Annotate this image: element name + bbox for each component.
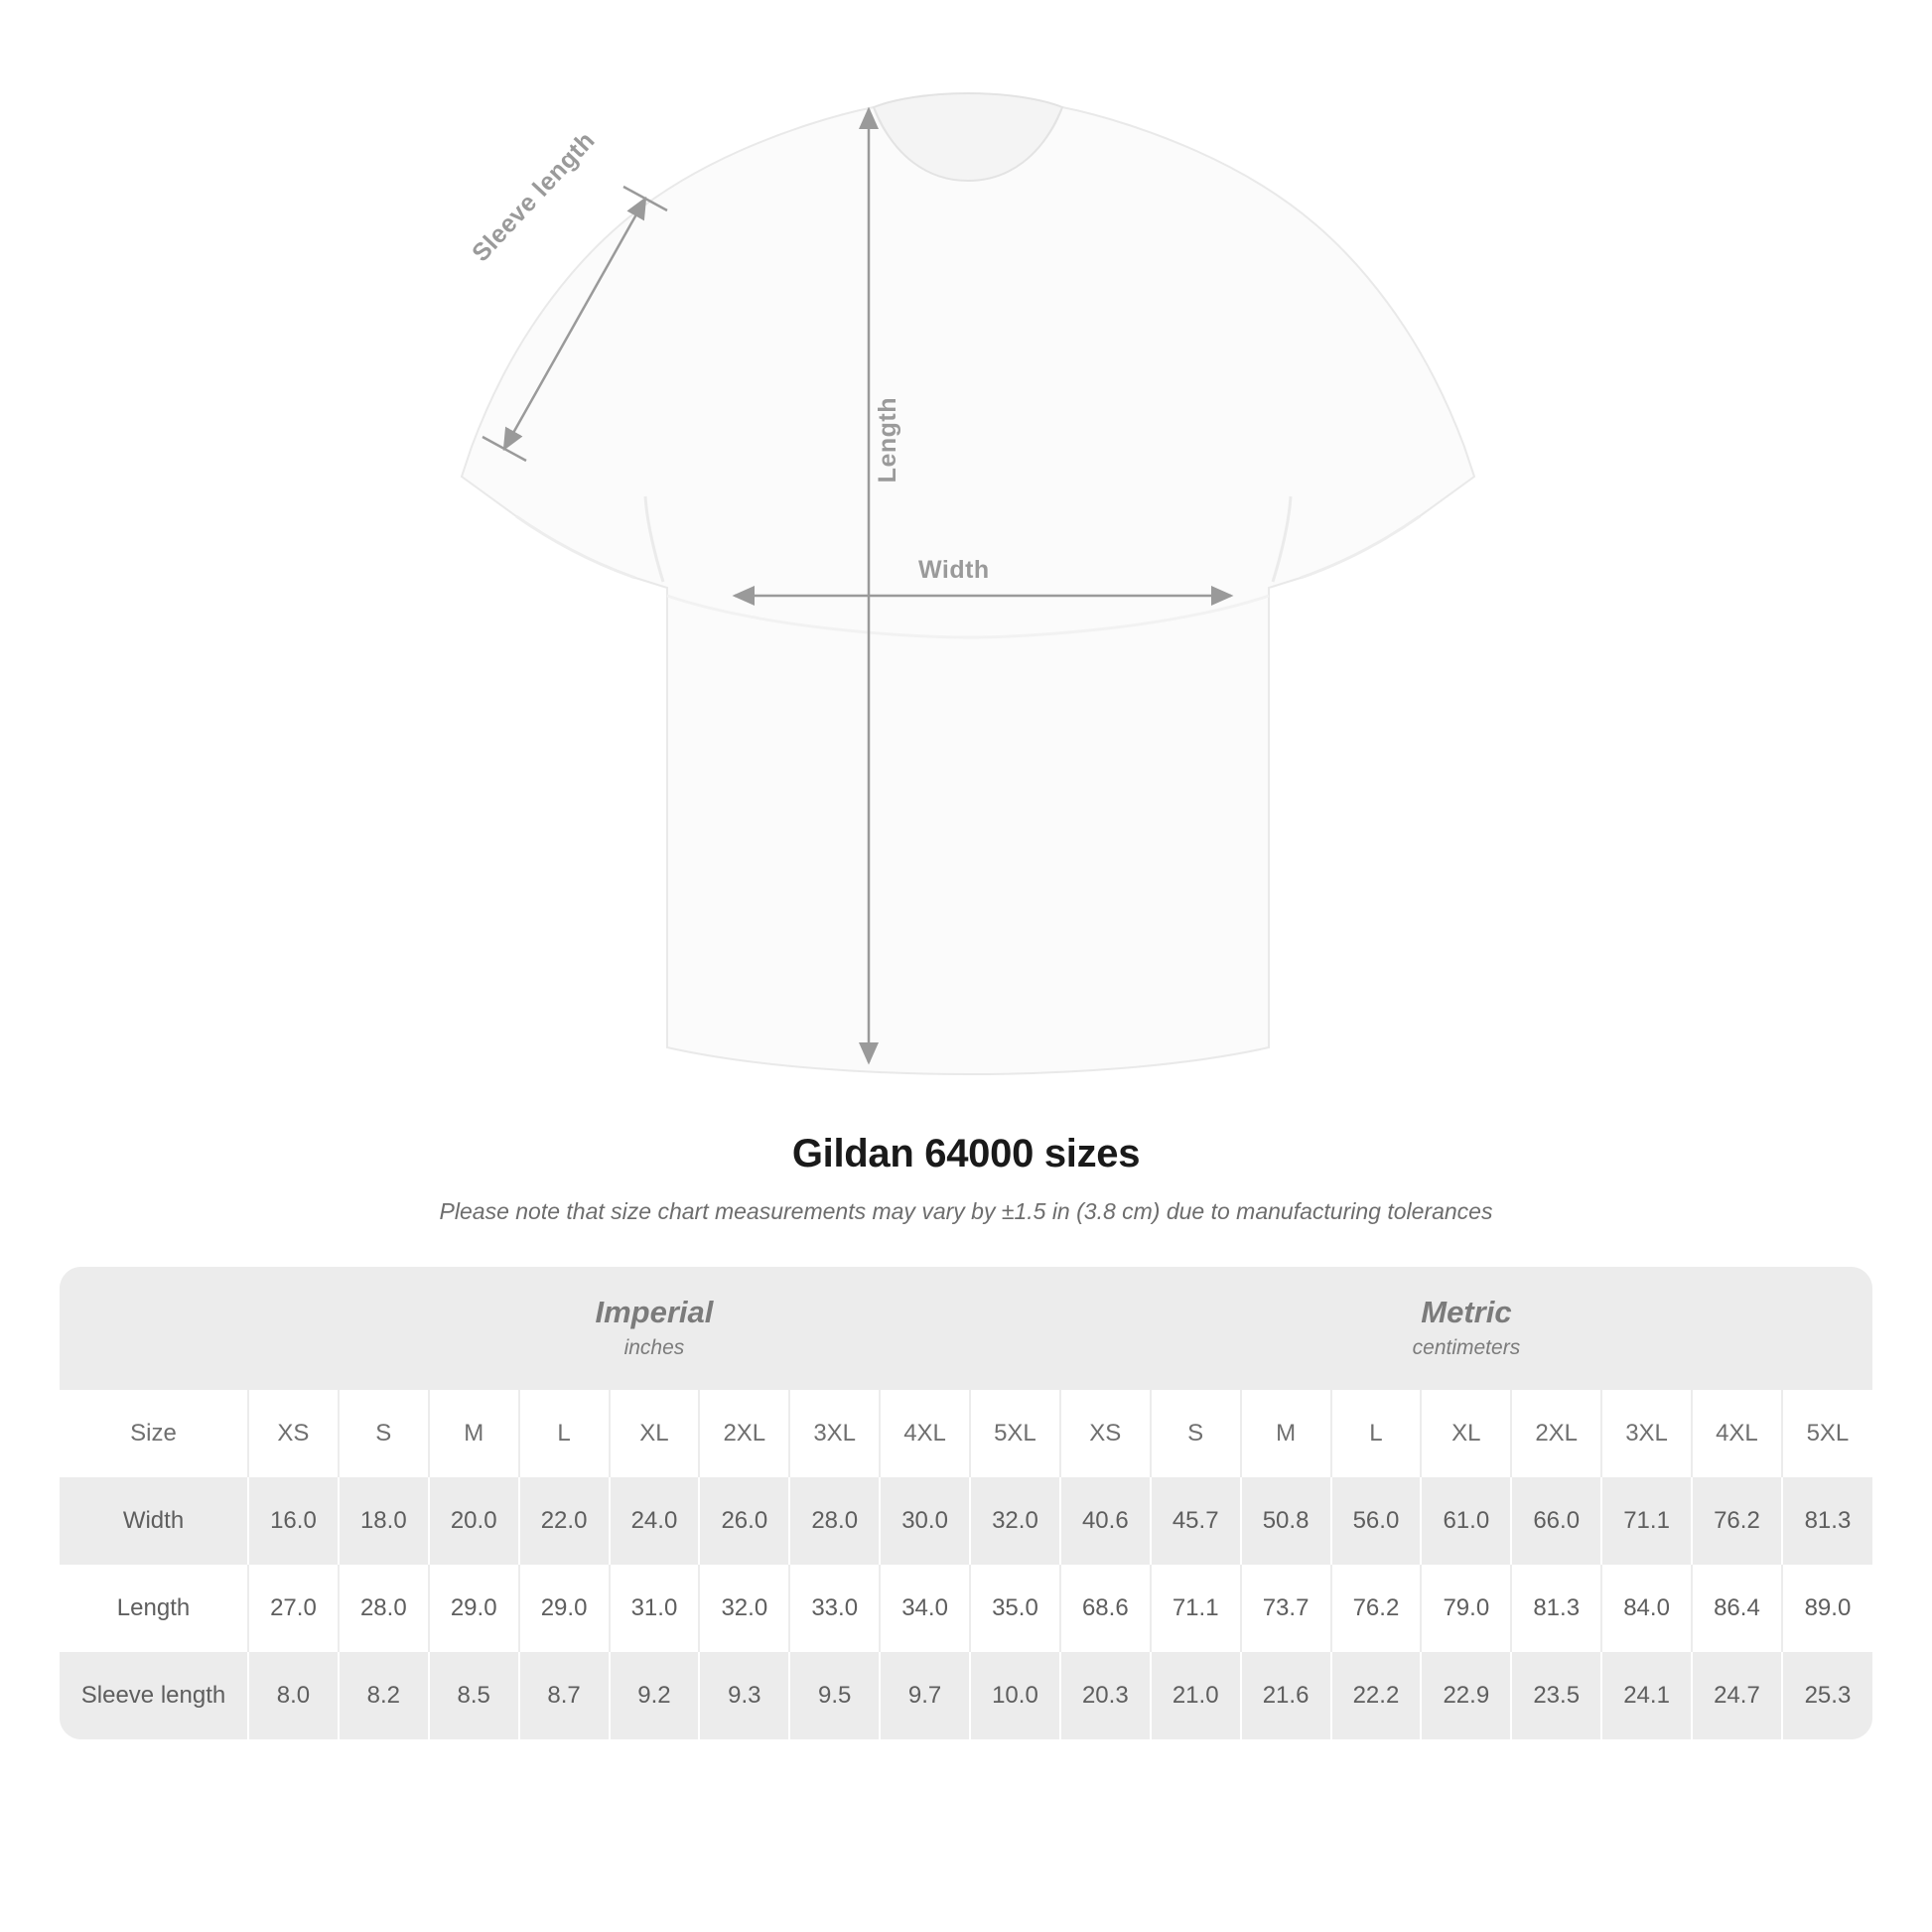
unit-system-units: centimeters — [1412, 1336, 1521, 1359]
measurement-cell: 29.0 — [519, 1565, 610, 1652]
table-row — [60, 1477, 1872, 1565]
measurement-cell: 81.3 — [1511, 1565, 1601, 1652]
measurement-cell: 24.0 — [610, 1477, 700, 1565]
size-header-row — [60, 1390, 1872, 1477]
size-header-cell: L — [1331, 1390, 1422, 1477]
size-header-cell: XS — [1060, 1390, 1151, 1477]
measurement-cell: 66.0 — [1511, 1477, 1601, 1565]
size-header-cell: L — [519, 1390, 610, 1477]
measurement-cell: 25.3 — [1782, 1652, 1872, 1739]
measurement-cell: 20.0 — [429, 1477, 519, 1565]
measurement-cell: 84.0 — [1601, 1565, 1692, 1652]
row-label: Sleeve length — [60, 1652, 248, 1739]
measurement-cell: 32.0 — [970, 1477, 1060, 1565]
unit-system-spacer — [60, 1267, 248, 1390]
measurement-cell: 30.0 — [880, 1477, 970, 1565]
size-header-cell: 5XL — [970, 1390, 1060, 1477]
title-block — [0, 1132, 1932, 1225]
measurement-cell: 9.3 — [699, 1652, 789, 1739]
measurement-cell: 27.0 — [248, 1565, 339, 1652]
length-label: Length — [874, 397, 901, 483]
measurement-cell: 71.1 — [1601, 1477, 1692, 1565]
size-header-cell: XS — [248, 1390, 339, 1477]
measurement-cell: 9.5 — [789, 1652, 880, 1739]
size-header-cell: 5XL — [1782, 1390, 1872, 1477]
size-header-cell: 2XL — [699, 1390, 789, 1477]
size-table — [60, 1267, 1872, 1739]
measurement-cell: 56.0 — [1331, 1477, 1422, 1565]
measurement-cell: 28.0 — [339, 1565, 429, 1652]
measurement-cell: 10.0 — [970, 1652, 1060, 1739]
measurement-cell: 8.0 — [248, 1652, 339, 1739]
measurement-cell: 40.6 — [1060, 1477, 1151, 1565]
measurement-cell: 24.1 — [1601, 1652, 1692, 1739]
measurement-cell: 61.0 — [1421, 1477, 1511, 1565]
size-header-cell: M — [429, 1390, 519, 1477]
measurement-cell: 21.0 — [1151, 1652, 1241, 1739]
measurement-cell: 22.0 — [519, 1477, 610, 1565]
row-label: Length — [60, 1565, 248, 1652]
unit-system-name: Metric — [1421, 1295, 1512, 1329]
measurement-cell: 31.0 — [610, 1565, 700, 1652]
size-header-label: Size — [60, 1390, 248, 1477]
size-header-cell: 4XL — [880, 1390, 970, 1477]
measurement-cell: 68.6 — [1060, 1565, 1151, 1652]
page-title: Gildan 64000 sizes — [791, 1132, 1141, 1175]
unit-system-name: Imperial — [595, 1295, 714, 1329]
measurement-cell: 22.2 — [1331, 1652, 1422, 1739]
size-header-cell: XL — [1421, 1390, 1511, 1477]
size-table-container — [60, 1267, 1872, 1739]
measurement-cell: 81.3 — [1782, 1477, 1872, 1565]
measurement-cell: 9.7 — [880, 1652, 970, 1739]
measurement-cell: 34.0 — [880, 1565, 970, 1652]
row-label: Width — [60, 1477, 248, 1565]
measurement-cell: 50.8 — [1241, 1477, 1331, 1565]
measurement-cell: 35.0 — [970, 1565, 1060, 1652]
measurement-cell: 32.0 — [699, 1565, 789, 1652]
sleeve-length-label: Sleeve length — [467, 126, 601, 268]
measurement-cell: 18.0 — [339, 1477, 429, 1565]
measurement-cell: 76.2 — [1331, 1565, 1422, 1652]
table-row — [60, 1565, 1872, 1652]
measurement-cell: 76.2 — [1692, 1477, 1782, 1565]
tolerance-note: Please note that size chart measurements may vary by ±1.5 in (3.8 cm) due to manufacturing tolerances — [439, 1198, 1493, 1224]
measurement-cell: 33.0 — [789, 1565, 880, 1652]
measurement-cell: 86.4 — [1692, 1565, 1782, 1652]
size-header-cell: M — [1241, 1390, 1331, 1477]
measurement-cell: 28.0 — [789, 1477, 880, 1565]
measurement-cell: 89.0 — [1782, 1565, 1872, 1652]
measurement-cell: 73.7 — [1241, 1565, 1331, 1652]
size-header-cell: S — [1151, 1390, 1241, 1477]
measurement-cell: 9.2 — [610, 1652, 700, 1739]
measurement-cell: 79.0 — [1421, 1565, 1511, 1652]
measurement-cell: 8.7 — [519, 1652, 610, 1739]
size-header-cell: 4XL — [1692, 1390, 1782, 1477]
measurement-cell: 29.0 — [429, 1565, 519, 1652]
unit-system-row — [60, 1267, 1872, 1390]
width-label: Width — [918, 556, 990, 584]
measurement-cell: 8.2 — [339, 1652, 429, 1739]
measurement-cell: 45.7 — [1151, 1477, 1241, 1565]
measurement-cell: 24.7 — [1692, 1652, 1782, 1739]
size-header-cell: 2XL — [1511, 1390, 1601, 1477]
measurement-cell: 26.0 — [699, 1477, 789, 1565]
size-header-cell: S — [339, 1390, 429, 1477]
measurement-cell: 22.9 — [1421, 1652, 1511, 1739]
measurement-cell: 20.3 — [1060, 1652, 1151, 1739]
table-row — [60, 1652, 1872, 1739]
size-header-cell: 3XL — [789, 1390, 880, 1477]
unit-system-units: inches — [623, 1336, 685, 1359]
measurement-cell: 21.6 — [1241, 1652, 1331, 1739]
measurement-cell: 23.5 — [1511, 1652, 1601, 1739]
measurement-cell: 71.1 — [1151, 1565, 1241, 1652]
size-header-cell: 3XL — [1601, 1390, 1692, 1477]
size-header-cell: XL — [610, 1390, 700, 1477]
unit-system-header-metric — [1060, 1267, 1872, 1390]
measurement-cell: 8.5 — [429, 1652, 519, 1739]
measurement-cell: 16.0 — [248, 1477, 339, 1565]
unit-system-header-imperial — [248, 1267, 1060, 1390]
